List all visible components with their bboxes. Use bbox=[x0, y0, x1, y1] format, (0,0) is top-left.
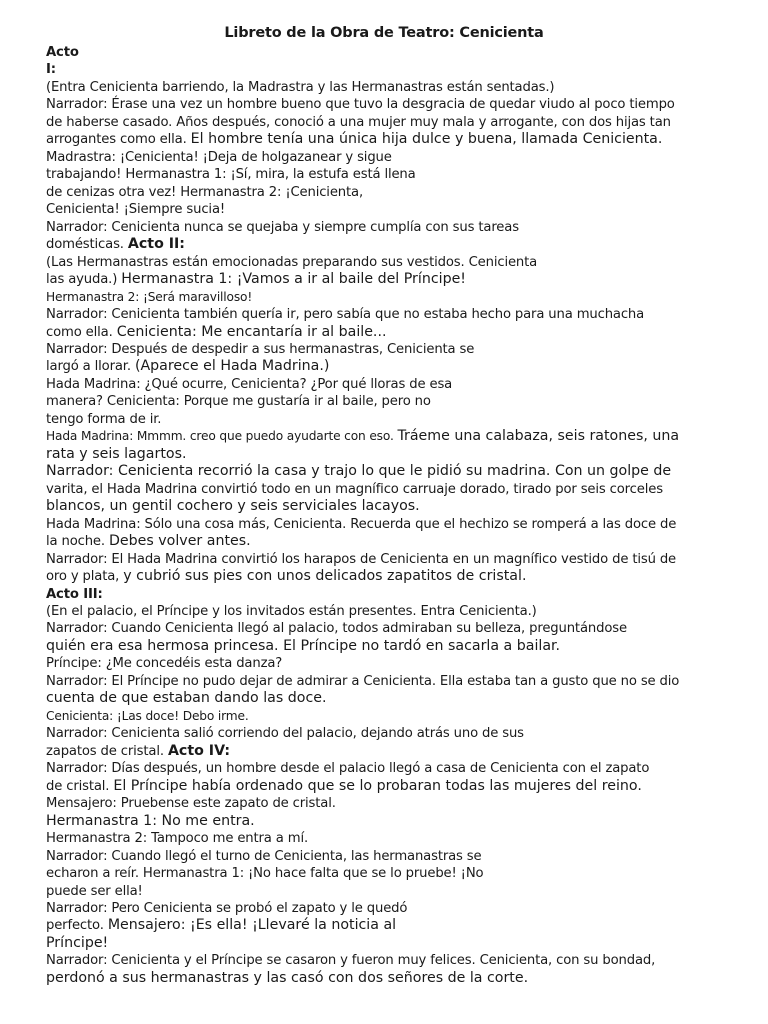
act-heading: Acto III: bbox=[46, 586, 103, 602]
line-text: largó a llorar. bbox=[46, 359, 135, 375]
script-line bbox=[46, 620, 746, 637]
script-line bbox=[46, 236, 746, 253]
script-line bbox=[46, 149, 746, 166]
line-text: Narrador: Érase una vez un hombre bueno que tuvo la desgracia de quedar viudo al poco tiempo bbox=[46, 97, 675, 113]
line-text: Hermanastra 2: ¡Será maravilloso! bbox=[46, 289, 253, 304]
script-line bbox=[46, 917, 746, 934]
line-text: Príncipe! bbox=[46, 934, 109, 951]
script-line bbox=[46, 254, 746, 271]
line-text: zapatos de cristal. bbox=[46, 743, 168, 759]
script-line bbox=[46, 551, 746, 568]
line-text: Cenicienta! ¡Siempre sucia! bbox=[46, 202, 226, 218]
line-text: Mensajero: Pruebense este zapato de cristal. bbox=[46, 796, 336, 812]
script-line bbox=[46, 219, 746, 236]
script-line bbox=[46, 533, 746, 550]
script-line bbox=[46, 114, 746, 131]
line-text: puede ser ella! bbox=[46, 883, 143, 899]
script-line bbox=[46, 883, 746, 900]
document-title: Libreto de la Obra de Teatro: Cenicienta bbox=[224, 25, 544, 41]
script-line bbox=[46, 935, 746, 952]
script-line bbox=[46, 865, 746, 882]
line-text: la noche. bbox=[46, 534, 109, 550]
line-text: domésticas. bbox=[46, 237, 128, 253]
line-text: Narrador: El Príncipe no pudo dejar de admirar a Cenicienta. Ella estaba tan a gusto que no se dio bbox=[46, 673, 680, 689]
script-line bbox=[46, 952, 746, 969]
script-line bbox=[46, 970, 746, 987]
script-line bbox=[46, 708, 746, 725]
line-text: las ayuda.) bbox=[46, 272, 122, 288]
script-line bbox=[46, 61, 746, 78]
line-text: Hada Madrina: Mmmm. creo que puedo ayudarte con eso. bbox=[46, 429, 398, 444]
act-heading: Acto II: bbox=[127, 236, 185, 253]
script-line bbox=[46, 184, 746, 201]
script-line bbox=[46, 96, 746, 113]
line-text: y cubrió sus pies con unos delicados zapatitos de cristal. bbox=[123, 568, 527, 585]
line-text: Hada Madrina: Sólo una cosa más, Cenicienta. Recuerda que el hechizo se romperá a las doce de bbox=[46, 516, 677, 532]
line-text: El Príncipe había ordenado que se lo probaran todas las mujeres del reino. bbox=[113, 777, 642, 794]
line-text: Hermanastra 1: ¡Vamos a ir al baile del Príncipe! bbox=[121, 271, 466, 288]
line-text: Narrador: Cuando Cenicienta llegó al palacio, todos admiraban su belleza, preguntándose bbox=[46, 621, 627, 637]
line-text: Hada Madrina: ¿Qué ocurre, Cenicienta? ¿Por qué lloras de esa bbox=[46, 376, 453, 392]
script-line bbox=[46, 463, 746, 480]
line-text: Narrador: El Hada Madrina convirtió los harapos de Cenicienta en un magnífico vestido de tisú de bbox=[46, 551, 677, 567]
line-text: Cenicienta: Me encantaría ir al baile... bbox=[116, 323, 387, 340]
script-line bbox=[46, 690, 746, 707]
line-text: Narrador: Después de despedir a sus hermanastras, Cenicienta se bbox=[46, 341, 475, 357]
script-line bbox=[46, 131, 746, 148]
script-line bbox=[46, 166, 746, 183]
line-text: Hermanastra 2: Tampoco me entra a mí. bbox=[46, 831, 309, 847]
script-line bbox=[46, 673, 746, 690]
line-text: Príncipe: ¿Me concedéis esta danza? bbox=[46, 656, 283, 672]
script-line bbox=[46, 760, 746, 777]
line-text: arrogantes como ella. bbox=[46, 132, 191, 148]
script-line bbox=[46, 79, 746, 96]
script-line bbox=[46, 848, 746, 865]
line-text: de cenizas otra vez! Hermanastra 2: ¡Cenicienta, bbox=[46, 184, 363, 200]
line-text: de cristal. bbox=[46, 778, 114, 794]
act-heading: Acto bbox=[46, 45, 79, 60]
script-line bbox=[46, 813, 746, 830]
script-line bbox=[46, 306, 746, 323]
script-line bbox=[46, 201, 746, 218]
line-text: Narrador: Cenicienta salió corriendo del palacio, dejando atrás uno de sus bbox=[46, 726, 524, 742]
script-line bbox=[46, 778, 746, 795]
line-text: El hombre tenía una única hija dulce y buena, llamada Cenicienta. bbox=[190, 131, 663, 148]
line-text: Debes volver antes. bbox=[108, 533, 251, 550]
line-text: Narrador: Pero Cenicienta se probó el zapato y le quedó bbox=[46, 900, 408, 916]
script-line bbox=[46, 324, 746, 341]
line-text: Tráeme una calabaza, seis ratones, una bbox=[397, 428, 680, 445]
line-text: varita, el Hada Madrina convirtió todo en un magnífico carruaje dorado, tirado por seis corceles bbox=[46, 481, 663, 497]
act-heading: I: bbox=[46, 62, 56, 78]
script-line bbox=[46, 44, 746, 61]
line-text: Madrastra: ¡Cenicienta! ¡Deja de holgazanear y sigue bbox=[46, 149, 392, 165]
line-text: Mensajero: ¡Es ella! ¡Llevaré la noticia al bbox=[107, 917, 397, 934]
script-line bbox=[46, 586, 746, 603]
line-text: echaron a reír. Hermanastra 1: ¡No hace falta que se lo pruebe! ¡No bbox=[46, 866, 484, 882]
script-line bbox=[46, 498, 746, 515]
line-text: Narrador: Cenicienta y el Príncipe se casaron y fueron muy felices. Cenicienta, con su bondad, bbox=[46, 953, 656, 969]
line-text: Narrador: Cenicienta nunca se quejaba y siempre cumplía con sus tareas bbox=[46, 219, 519, 235]
line-text: (Entra Cenicienta barriendo, la Madrastra y las Hermanastras están sentadas.) bbox=[46, 79, 555, 95]
line-text: Narrador: Días después, un hombre desde el palacio llegó a casa de Cenicienta con el zapato bbox=[46, 761, 650, 777]
script-line bbox=[46, 638, 746, 655]
line-text: tengo forma de ir. bbox=[46, 411, 162, 427]
line-text: (Las Hermanastras están emocionadas preparando sus vestidos. Cenicienta bbox=[46, 254, 538, 270]
line-text: perfecto. bbox=[46, 918, 108, 934]
script-line bbox=[46, 830, 746, 847]
line-text: cuenta de que estaban dando las doce. bbox=[46, 690, 327, 707]
line-text: de haberse casado. Años después, conoció a una mujer muy mala y arrogante, con dos hijas tan bbox=[46, 114, 671, 130]
script-line bbox=[46, 603, 746, 620]
script-line bbox=[46, 289, 746, 306]
script-line bbox=[46, 516, 746, 533]
line-text: trabajando! Hermanastra 1: ¡Sí, mira, la estufa está llena bbox=[46, 167, 416, 183]
script-line bbox=[46, 411, 746, 428]
line-text: oro y plata, bbox=[46, 569, 124, 585]
script-line bbox=[46, 358, 746, 375]
line-text: rata y seis lagartos. bbox=[46, 445, 187, 462]
script-line bbox=[46, 446, 746, 463]
script-body bbox=[46, 44, 746, 987]
line-text: quién era esa hermosa princesa. El Príncipe no tardó en sacarla a bailar. bbox=[46, 637, 561, 654]
line-text: manera? Cenicienta: Porque me gustaría ir al baile, pero no bbox=[46, 394, 431, 410]
script-line bbox=[46, 271, 746, 288]
line-text: Narrador: Cenicienta recorrió la casa y trajo lo que le pidió su madrina. Con un golpe de bbox=[46, 463, 672, 480]
line-text: Hermanastra 1: No me entra. bbox=[46, 812, 255, 829]
script-line bbox=[46, 900, 746, 917]
script-line bbox=[46, 725, 746, 742]
script-line bbox=[46, 393, 746, 410]
line-text: (En el palacio, el Príncipe y los invitados están presentes. Entra Cenicienta.) bbox=[46, 604, 537, 619]
line-text: blancos, un gentil cochero y seis serviciales lacayos. bbox=[46, 498, 420, 515]
line-text: como ella. bbox=[46, 324, 117, 340]
script-line bbox=[46, 341, 746, 358]
line-text: Cenicienta: ¡Las doce! Debo irme. bbox=[46, 708, 249, 723]
act-heading: Acto IV: bbox=[167, 742, 231, 759]
script-line bbox=[46, 428, 746, 445]
line-text: Narrador: Cuando llegó el turno de Cenicienta, las hermanastras se bbox=[46, 848, 482, 864]
script-line bbox=[46, 655, 746, 672]
line-text: (Aparece el Hada Madrina.) bbox=[134, 358, 330, 375]
script-line bbox=[46, 481, 746, 498]
line-text: Narrador: Cenicienta también quería ir, pero sabía que no estaba hecho para una muchacha bbox=[46, 307, 645, 323]
script-line bbox=[46, 743, 746, 760]
script-line bbox=[46, 376, 746, 393]
script-line bbox=[46, 795, 746, 812]
script-line bbox=[46, 568, 746, 585]
line-text: perdonó a sus hermanastras y las casó con dos señores de la corte. bbox=[46, 969, 529, 986]
